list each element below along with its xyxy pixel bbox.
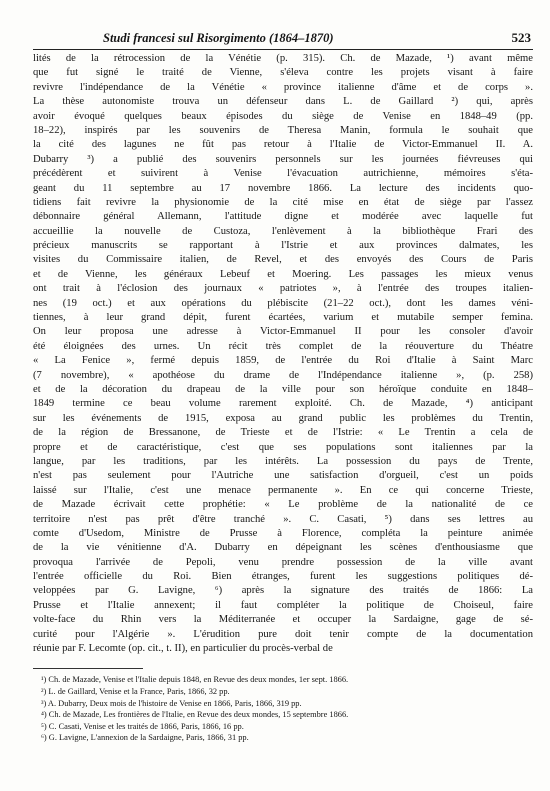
text-line: territoire n'est pas prêt d'être tranché ». C. Casati, ⁵) dans ses lettres au [33,513,533,525]
text-line: de la région de Bressanone, de Trieste et de l'Istrie: « Le Trentin a cela de [33,427,533,439]
text-line: Prusse et l'Italie annexent; il faut compléter la politique de Choiseul, faire [33,599,533,611]
text-line: langue, par les traditions, par les intérêts. La possession du pays de Trente, [33,455,533,467]
text-line: l'entrée officielle du Roi. Bien étranges, furent les suggestions politiques dé- [33,571,533,583]
text-line: volte-face du Rhin vers la Méditerranée et occuper la Sardaigne, gage de sé- [33,614,533,626]
text-line: tiennes, à leur grand dépit, furent écartées, varium et mutabile semper femina. [33,312,533,324]
running-title: Studi francesi sul Risorgimento (1864–1870) [103,31,334,45]
footnote: ²) L. de Gaillard, Venise et la France, Paris, 1866, 32 pp. [41,687,230,696]
text-line: « La Fenice », fermé depuis 1859, de l'entrée du Roi d'Italie à Saint Marc [33,355,533,367]
page-number: 523 [511,30,531,45]
footnote: ⁴) Ch. de Mazade, Les frontières de l'Italie, en Revue des deux mondes, 15 septembre 1866. [41,710,349,720]
footnote-separator [33,668,143,669]
text-line: et de Vienne, les généraux Lebeuf et Moering. Les passages les mieux venus [33,268,533,280]
footnote: ⁶) G. Lavigne, L'annexion de la Sardaigne, Paris, 1866, 31 pp. [41,733,249,743]
footnote: ¹) Ch. de Mazade, Venise et l'Italie depuis 1848, en Revue des deux mondes, 1er sept. 1866. [41,675,349,685]
text-line: que fut signé le traité de Vienne, s'éleva contre les projets visant à faire [33,67,533,79]
text-line: propre et de caractéristique, c'est que ses populations sont italiennes par la [33,441,533,453]
text-line: Dubarry ³) a publié des souvenirs personnels sur les journées fiévreuses qui [33,153,533,165]
body-text [33,52,533,656]
text-line: été éloignées des urnes. Un récit très complet de la réouverture du Théatre [33,340,533,352]
footnotes [33,674,533,744]
running-header [33,30,533,49]
footnote: ⁵) C. Casati, Venise et les traités de 1866, Paris, 1866, 16 pp. [41,721,244,731]
text-line: geant du 11 septembre au 17 novembre 1866. La lecture des incidents quo- [33,182,533,194]
text-line: (7 novembre), « apothéose du drame de l'Indépendance italienne », (p. 258) [33,369,533,381]
text-line: provoqua l'arrivée de Pepoli, venu prendre possession de la ville avant [33,556,533,568]
text-line: visites du Commissaire italien, de Revel, et des envoyés des Cours de Paris [33,254,533,266]
text-line: accueillie la nouvelle de Custoza, l'enlèvement à la bibliothèque Frari des [33,225,533,237]
text-line: précieux manuscrits se rapportant à l'Istrie et aux provinces dalmates, les [33,240,533,252]
text-line: ont trait à l'éclosion des journaux « patriotes », à l'entrée des troupes italien- [33,283,533,295]
text-line: de la vie vénitienne d'A. Dubarry en dépeignant les scènes d'enthousiasme que [33,542,533,554]
text-line: et de la décoration du drapeau de la ville pour son héroïque conduite en 1848– [33,383,533,395]
document-page [33,30,533,744]
text-line: laissé sur l'Italie, c'est une menace permanente ». En ce qui concerne Trieste, [33,484,533,496]
text-line: veloppées par G. Lavigne, ⁶) après la signature des traités de 1866: La [33,585,533,597]
text-line: la cité des lagunes ne fût pas retour à l'Italie de Victor-Emmanuel II. A. [33,139,533,151]
text-line: lités de la rétrocession de la Vénétie (p. 315). Ch. de Mazade, ¹) avant même [33,53,533,64]
text-line: n'est pas seulement pour l'Autriche une satisfaction d'orgueil, c'est un poids [33,470,533,482]
text-line: nes (19 oct.) et aux opérations du plébiscite (21–22 oct.), dont les dames véni- [33,297,533,309]
text-line: 1849 termine ce beau volume rarement exploité. Ch. de Mazade, ⁴) anticipant [33,398,533,410]
text-line: débonnaire général Allemann, l'attitude digne et modérée avec laquelle fut [33,211,533,223]
text-line: sur les événements de 1915, exposa au grand public les problèmes du Trentin, [33,412,533,424]
text-line: précédèrent et suivirent à Venise l'évacuation autrichienne, mémoires s'éta- [33,168,533,180]
text-line: On leur proposa une adresse à Victor-Emmanuel II pour les consoler d'avoir [33,326,533,338]
text-line: comte d'Usedom, Ministre de Prusse à Florence, compléta la peinture animée [33,527,533,539]
footnote: ³) A. Dubarry, Deux mois de l'histoire de Venise en 1866, Paris, 1866, 319 pp. [41,698,302,708]
text-line: revivre l'indépendance de la Vénétie « province italienne d'âme et de corps ». [33,81,533,93]
text-line: avoir évoqué quelques beaux épisodes du siège de Venise en 1848–49 (pp. [33,110,533,122]
text-line: 18–22), inspirés par les souvenirs de Theresa Manin, formula le souhait que [33,124,533,136]
text-line: La thèse autonomiste trouva un défenseur dans L. de Gaillard ²) qui, après [33,96,533,108]
text-line: tidiens fait revivre la physionomie de la cité mise en état de siège par l'assez [33,196,533,208]
text-line: de Mazade écrivait cette prophétie: « Le problème de la nationalité de ce [33,499,533,511]
header-rule [33,49,533,50]
text-line: réunie par F. Lecomte (op. cit., t. II), en particulier du procès-verbal de [33,643,333,655]
text-line: curité pour l'Algérie ». L'érudition pure doit tenir compte de la documentation [33,628,533,640]
